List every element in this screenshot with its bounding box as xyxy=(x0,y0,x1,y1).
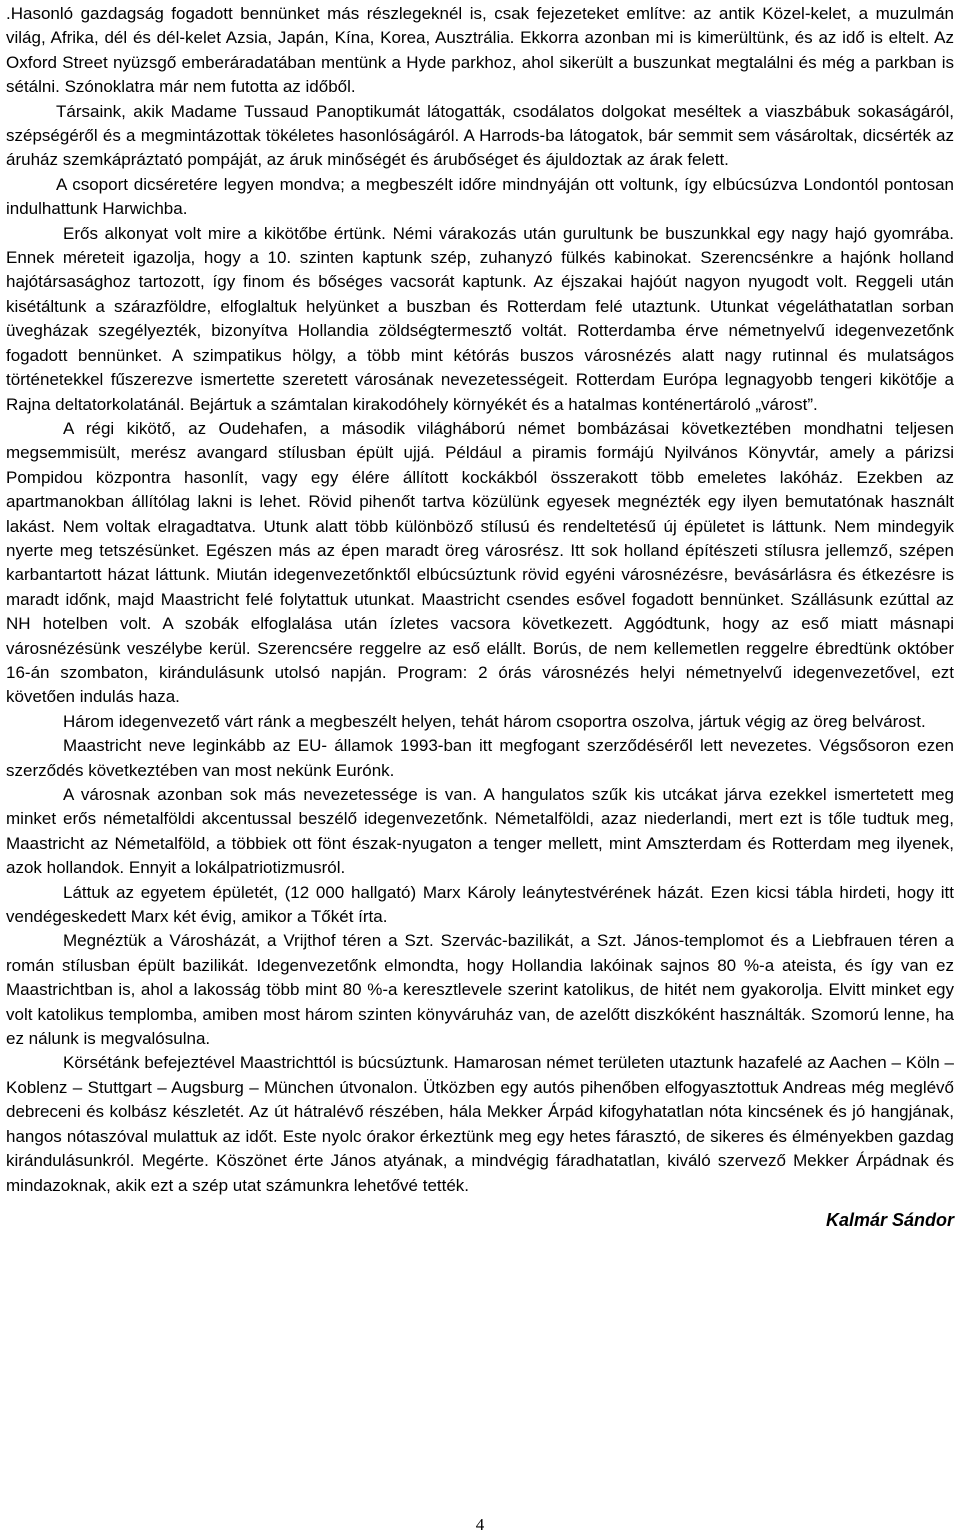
paragraph-3: A csoport dicséretére legyen mondva; a megbeszélt időre mindnyáján ott voltunk, így elbúcsúzva Londontól pontosan indulhattunk Harwichba. xyxy=(6,174,954,219)
paragraph-5: A régi kikötő, az Oudehafen, a második világháború német bombázásai következtében mondhatni teljesen megsemmisült, merész avangard stílusban épült ujjá. Például a piramis formájú Nyilvános Könyvtár, amely a párizsi Pompidou központra hasonlít, vagy egy élére állított kockákból összerakott több emeletes lakóház. Ezekben az apartmanokban állítólag lakni is lehet. Rövid pihenőt tartva közülünk egyesek megnézték egy ilyen bemutatónak használt lakást. Nem voltak elragadtatva. Utunk alatt több különböző stílusú és rendeltetésű új épületet is láttunk. Nem mindegyik nyerte meg tetszésünket. Egészen más az épen maradt öreg városrész. Itt sok holland építészeti stílusra jellemző, szépen karbantartott házat láttunk. Miután idegenvezetőnktől elbúcsúztunk rövid egyéni városnézésre, bevásárlásra és étkezésre is maradt időnk, majd Maastricht felé folytattuk utunkat. Maastricht csendes esővel fogadott bennünket. Szállásunk ezúttal az NH hotelben volt. A szobák elfoglalása után ízletes vacsora következett. Aggódtunk, hogy az eső miatt másnapi városnézésünk veszélybe kerül. Szerencsére reggelre az eső elállt. Borús, de nem kellemetlen reggelre ébredtünk október 16-án szombaton, kirándulásunk utolsó napján. Program: 2 órás városnézés helyi németnyelvű idegenvezetővel, ezt követően indulás haza. xyxy=(6,418,954,707)
paragraph-10: Megnéztük a Városházát, a Vrijthof téren a Szt. Szervác-bazilikát, a Szt. János-templomot és a Liebfrauen téren a román stílusban épült bazilikát. Idegenvezetőnk elmondta, hogy Hollandia lakóinak sajnos 80 %-a ateista, és így van ez Maastrichtban is, ahol a lakosság több mint 80 %-a keresztlevele szerint katolikus, de hitét nem gyakorolja. Elvitt minket egy volt katolikus templomba, amiben most három szinten könyváruház van, de azelőtt diszkóként használták. Szomorú lenne, ha ez nálunk is megvalósulna. xyxy=(6,931,954,1049)
paragraph-4: Erős alkonyat volt mire a kikötőbe értünk. Némi várakozás után gurultunk be buszunkkal egy nagy hajó gyomrába. Ennek méreteit igazolja, hogy a 10. szinten kaptunk szép, zuhanyzó fülkés kabinokat. Szerencsénkre a hajónk holland hajótársasághoz tartozott, így finom és bőséges vacsorát kaptunk. Az éjszakai hajóút nagyon nyugodt volt. Reggeli után kisétáltunk a szárazföldre, elfoglaltuk helyünket a buszban és Rotterdam felé utaztunk. Utunkat végeláthatatlan sorban üvegházak szegélyezték, bizonyítva Hollandia zöldségtermesztő voltát. Rotterdamba érve németnyelvű idegenvezetőnk fogadott bennünket. A szimpatikus hölgy, a több mint kétórás buszos városnézés alatt nagy rutinnal és mulatságos történetekkel fűszerezve ismertette szeretett városának nevezetességeit. Rotterdam Európa legnagyobb tengeri kikötője a Rajna deltatorkolatánál. Bejártuk a számtalan kirakodóhely környékét és a hatalmas konténertároló „várost”. xyxy=(6,223,954,414)
paragraph-1: .Hasonló gazdagság fogadott bennünket más részlegeknél is, csak fejezeteket említve: az antik Közel-kelet, a muzulmán világ, Afrika, dél és dél-kelet Azsia, Japán, Kína, Korea, Ausztrália. Ekkorra azonban mi is kimerültünk, és az idő is eltelt. Az Oxford Street nyüzsgő emberáradatában mentünk a Hyde parkhoz, ahol sikerült a buszunkat megtalálni és még a parkban is sétálni. Szónoklatra már nem futotta az időből. xyxy=(6,4,954,97)
paragraph-2: Társaink, akik Madame Tussaud Panoptikumát látogatták, csodálatos dolgokat meséltek a viaszbábuk sokaságáról, szépségéről és a megmintázottak tökéletes hasonlóságáról. A Harrods-ba látogatok, bár semmit sem vásároltak, dicsérték az áruház szemkápráztató pompáját, az áruk minőségét és árubőséget és ájuldoztak az árak felett. xyxy=(6,101,954,170)
paragraph-11: Körsétánk befejeztével Maastrichttól is búcsúztunk. Hamarosan német területen utaztunk hazafelé az Aachen – Köln – Koblenz – Stuttgart – Augsburg – München útvonalon. Ütközben egy autós pihenőben elfogyasztottuk Andreas még meglévő debreceni és kolbász készletét. Az út hátralévő részében, hála Mekker Árpád kifogyhatatlan nóta kincsének és jó hangjának, hangos nótaszóval mulattuk az időt. Este nyolc órakor érkeztünk meg egy hetes fárasztó, de sikeres és élményekben gazdag kirándulásunkról. Megérte. Köszönet érte János atyának, a mindvégig fáradhatatlan, kiváló szervező Mekker Árpádnak és mindazoknak, akik ezt a szép utat számunkra lehetővé tették. xyxy=(6,1053,954,1195)
paragraph-9: Láttuk az egyetem épületét, (12 000 hallgató) Marx Károly leánytestvérének házát. Ezen kicsi tábla hirdeti, hogy itt vendégeskedett Marx két évig, amikor a Tőkét írta. xyxy=(6,882,954,927)
paragraph-6: Három idegenvezető várt ránk a megbeszélt helyen, tehát három csoportra oszolva, jártuk végig az öreg belvárost. xyxy=(63,711,926,731)
paragraph-7: Maastricht neve leginkább az EU- államok 1993-ban itt megfogant szerződéséről lett nevezetes. Végsősoron ezen szerződés következtében van most nekünk Eurónk. xyxy=(6,736,954,780)
paragraph-8: A városnak azonban sok más nevezetessége is van. A hangulatos szűk kis utcákat járva ezekkel ismertetett meg minket erős németalföldi akcentussal beszélő idegenvezetőnk. Németalföldi, azaz niederlandi, mert ezt is tőle tudtuk meg, Maastricht az Németalföld, a többiek ott fönt észak-nyugaton a tenger mellett, mint Amszterdam és Rotterdam meg ilyenek, azok hollandok. Ennyit a lokálpatriotizmusról. xyxy=(6,785,954,878)
document-page xyxy=(6,2,954,1232)
author-signature: Kalmár Sándor xyxy=(825,1209,954,1230)
page-number: 4 xyxy=(475,1515,485,1534)
